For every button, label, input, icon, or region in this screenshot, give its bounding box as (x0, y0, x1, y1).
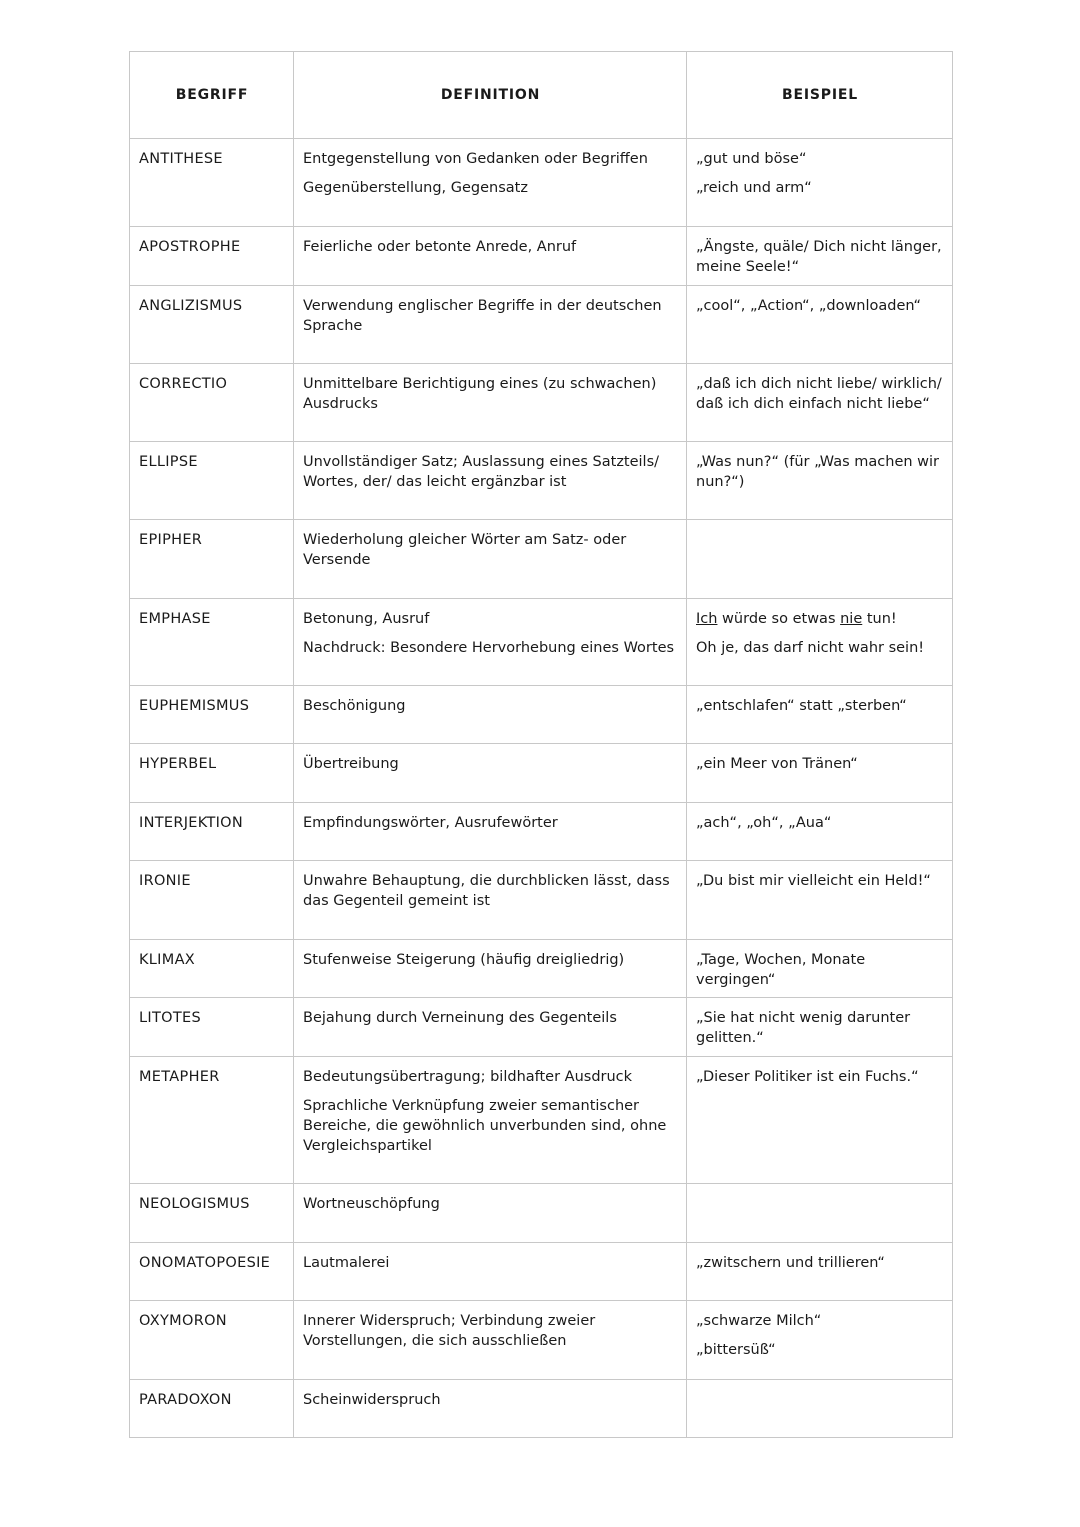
example-cell (687, 599, 953, 686)
rhetorical-devices-table (129, 51, 953, 1438)
definition-cell (294, 1184, 687, 1243)
example-text-part: würde so etwas (717, 611, 841, 627)
definition-text: Entgegenstellung von Gedanken oder Begriffen (303, 151, 648, 167)
example-text: „Dieser Politiker ist ein Fuchs.“ (696, 1069, 919, 1085)
definition-text: Scheinwiderspruch (303, 1392, 441, 1408)
definition-text: Bedeutungsübertragung; bildhafter Ausdruck (303, 1069, 633, 1085)
definition-text: Beschönigung (303, 698, 406, 714)
definition-text: Wortneuschöpfung (303, 1196, 440, 1212)
definition-text: Stufenweise Steigerung (häufig dreigliedrig) (303, 952, 625, 968)
term-cell: ANTITHESE (130, 139, 294, 227)
term-cell: PARADOXON (130, 1380, 294, 1438)
definition-cell (294, 139, 687, 227)
table-row (130, 364, 953, 442)
definition-cell (294, 803, 687, 861)
table-row (130, 442, 953, 520)
example-cell (687, 686, 953, 744)
term-cell: EMPHASE (130, 599, 294, 686)
term-cell: ANGLIZISMUS (130, 286, 294, 364)
example-text: „Tage, Wochen, Monate vergingen“ (696, 952, 866, 988)
definition-text: Lautmalerei (303, 1255, 390, 1271)
table-row (130, 1301, 953, 1380)
term-cell: INTERJEKTION (130, 803, 294, 861)
table-row (130, 227, 953, 286)
definition-cell (294, 1243, 687, 1301)
definition-cell (294, 861, 687, 940)
definition-text: Bejahung durch Verneinung des Gegenteils (303, 1010, 617, 1026)
example-text: „ach“, „oh“, „Aua“ (696, 815, 832, 831)
table-row (130, 998, 953, 1057)
term-cell: METAPHER (130, 1057, 294, 1184)
term-cell: KLIMAX (130, 940, 294, 998)
example-cell (687, 139, 953, 227)
definition-text: Betonung, Ausruf (303, 611, 430, 627)
example-text: „cool“, „Action“, „downloaden“ (696, 298, 922, 314)
table-row (130, 1380, 953, 1438)
definition-cell (294, 227, 687, 286)
example-text: „reich und arm“ (696, 180, 812, 196)
example-text: „daß ich dich nicht liebe/ wirklich/ daß ich dich einfach nicht liebe“ (696, 376, 942, 412)
term-cell: OXYMORON (130, 1301, 294, 1380)
definition-cell (294, 286, 687, 364)
example-cell (687, 227, 953, 286)
example-cell (687, 520, 953, 599)
definition-cell (294, 599, 687, 686)
term-cell: ONOMATOPOESIE (130, 1243, 294, 1301)
example-text: „zwitschern und trillieren“ (696, 1255, 885, 1271)
definition-cell (294, 686, 687, 744)
emphasized-word: Ich (696, 611, 718, 627)
emphasized-word: nie (840, 611, 863, 627)
header-example: BEISPIEL (687, 52, 953, 139)
example-cell (687, 1301, 953, 1380)
example-text: Oh je, das darf nicht wahr sein! (696, 640, 925, 656)
example-cell (687, 940, 953, 998)
table-row (130, 940, 953, 998)
term-cell: LITOTES (130, 998, 294, 1057)
definition-text: Unwahre Behauptung, die durchblicken lässt, dass das Gegenteil gemeint ist (303, 873, 670, 909)
table-row (130, 520, 953, 599)
example-cell (687, 744, 953, 803)
table-row (130, 744, 953, 803)
definition-cell (294, 940, 687, 998)
header-term: BEGRIFF (130, 52, 294, 139)
example-cell (687, 1243, 953, 1301)
example-text: „gut und böse“ (696, 151, 807, 167)
definition-text: Gegenüberstellung, Gegensatz (303, 180, 528, 196)
definition-text: Sprachliche Verknüpfung zweier semantischer Bereiche, die gewöhnlich unverbunden sind, ohne Vergleichspartikel (303, 1098, 667, 1154)
term-cell: ELLIPSE (130, 442, 294, 520)
example-text: „ein Meer von Tränen“ (696, 756, 858, 772)
term-cell: APOSTROPHE (130, 227, 294, 286)
example-text (696, 609, 944, 629)
term-cell: EPIPHER (130, 520, 294, 599)
example-text: „Du bist mir vielleicht ein Held!“ (696, 873, 931, 889)
example-cell (687, 1184, 953, 1243)
term-cell: NEOLOGISMUS (130, 1184, 294, 1243)
table-row (130, 1057, 953, 1184)
definition-cell (294, 1301, 687, 1380)
header-definition: DEFINITION (294, 52, 687, 139)
table-row (130, 599, 953, 686)
example-text: „Sie hat nicht wenig darunter gelitten.“ (696, 1010, 911, 1046)
table-row (130, 286, 953, 364)
header-row (130, 52, 953, 139)
example-cell (687, 1057, 953, 1184)
definition-cell (294, 998, 687, 1057)
definition-text: Wiederholung gleicher Wörter am Satz- oder Versende (303, 532, 627, 568)
definition-cell (294, 744, 687, 803)
term-cell: HYPERBEL (130, 744, 294, 803)
example-cell (687, 1380, 953, 1438)
definition-text: Unvollständiger Satz; Auslassung eines Satzteils/ Wortes, der/ das leicht ergänzbar ist (303, 454, 660, 490)
term-cell: EUPHEMISMUS (130, 686, 294, 744)
table-row (130, 861, 953, 940)
example-text: „bittersüß“ (696, 1342, 776, 1358)
definition-cell (294, 442, 687, 520)
table-row (130, 686, 953, 744)
definition-text: Innerer Widerspruch; Verbindung zweier Vorstellungen, die sich ausschließen (303, 1313, 596, 1349)
definition-text: Übertreibung (303, 756, 399, 772)
example-cell (687, 998, 953, 1057)
term-cell: CORRECTIO (130, 364, 294, 442)
example-cell (687, 861, 953, 940)
definition-cell (294, 364, 687, 442)
definition-cell (294, 1057, 687, 1184)
table-row (130, 1184, 953, 1243)
definition-text: Verwendung englischer Begriffe in der deutschen Sprache (303, 298, 662, 334)
example-text: „entschlafen“ statt „sterben“ (696, 698, 907, 714)
definition-text: Feierliche oder betonte Anrede, Anruf (303, 239, 577, 255)
table-row (130, 1243, 953, 1301)
example-cell (687, 442, 953, 520)
term-cell: IRONIE (130, 861, 294, 940)
example-cell (687, 286, 953, 364)
table-row (130, 803, 953, 861)
table-row (130, 139, 953, 227)
example-text-part: tun! (862, 611, 897, 627)
example-cell (687, 803, 953, 861)
definition-text: Nachdruck: Besondere Hervorhebung eines Wortes (303, 640, 675, 656)
example-cell (687, 364, 953, 442)
definition-cell (294, 1380, 687, 1438)
definition-cell (294, 520, 687, 599)
example-text: „Ängste, quäle/ Dich nicht länger, meine Seele!“ (696, 239, 942, 275)
definition-text: Empfindungswörter, Ausrufewörter (303, 815, 558, 831)
example-text: „Was nun?“ (für „Was machen wir nun?“) (696, 454, 940, 490)
definition-text: Unmittelbare Berichtigung eines (zu schwachen) Ausdrucks (303, 376, 657, 412)
example-text: „schwarze Milch“ (696, 1313, 822, 1329)
